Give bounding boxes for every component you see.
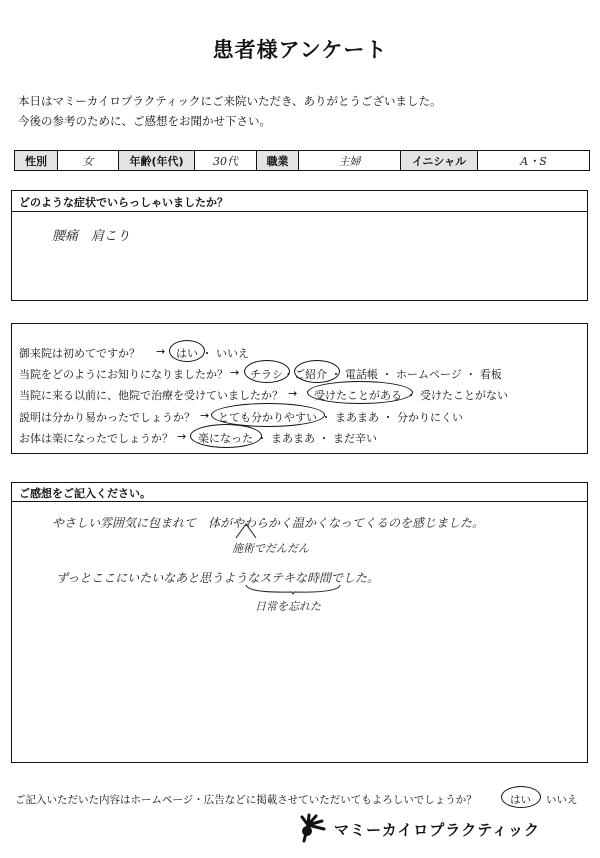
comment-line-1[interactable]: やさしい雰囲気に包まれて 体がやわらかく温かくなってくるのを感じました。 [52,516,485,530]
question-other-clinic: 当院に来る以前に、他院で治療を受けていましたか？ [19,389,283,402]
circle-mark [294,360,340,383]
job-value[interactable]: 主婦 [299,151,401,170]
comment-insert-1[interactable]: 施術でだんだん [232,542,309,555]
arrow-2: → [230,366,240,379]
insert-caret-mark [234,520,258,540]
circle-mark [244,360,290,383]
intro-line-2: 今後の参考のために、ご感想をお聞かせ下さい。 [18,114,271,128]
consent-yes[interactable]: はい [510,794,531,806]
question-first-visit: 御来院は初めてですか？ [19,347,140,360]
circle-mark [190,424,262,448]
comments-label: ご感想をご記入ください。 [19,487,151,500]
symptoms-answer[interactable]: 腰痛 肩こり [52,229,131,244]
options-explanation[interactable]: とても分かりやすい ・ まあまあ ・ 分かりにくい [218,411,463,424]
age-label: 年齢(年代) [119,151,195,170]
initial-value[interactable]: A・S [520,154,547,168]
comment-insert-2[interactable]: 日常を忘れた [255,600,321,613]
page-title: 患者様アンケート [212,38,388,62]
gender-value[interactable]: 女 [58,151,119,170]
initial-label: イニシャル [401,151,478,170]
job-label: 職業 [257,151,299,170]
consent-no[interactable]: いいえ [546,794,578,806]
circle-mark [501,786,541,808]
intro-line-1: 本日はマミーカイロプラクティックにご来院いただき、ありがとうございました。 [18,94,442,108]
circle-mark [169,340,205,362]
arrow-5: → [177,430,187,443]
options-relief[interactable]: 楽になった ・ まあまあ ・ まだ辛い [198,432,377,445]
age-value[interactable]: 30代 [195,151,257,170]
arrow-3: → [288,387,298,400]
consent-question: ご記入いただいた内容はホームページ・広告などに掲載させていただいてもよろしいでしょうか？ [15,794,477,806]
arrow-1: → [156,345,166,358]
info-row [14,150,590,171]
hand-logo-icon [296,813,328,843]
question-relief: お体は楽になったでしょうか？ [19,432,173,445]
options-first-visit[interactable]: はい ・ いいえ [176,347,249,360]
insert-bracket-mark [244,583,342,597]
circle-mark [307,381,413,404]
symptoms-question: どのような症状でいらっしゃいましたか？ [19,196,228,209]
comment-line-2[interactable]: ずっとここにいたいなあと思うようなステキな時間でした。 [56,571,380,585]
gender-label: 性別 [15,151,58,170]
question-how-found: 当院をどのようにお知りになりましたか？ [19,368,228,381]
arrow-4: → [200,409,210,422]
options-other-clinic[interactable]: 受けたことがある ・ 受けたことがない [314,389,508,402]
options-how-found[interactable]: チラシ・ご紹介 ・ 電話帳 ・ ホームページ ・ 看板 [250,368,502,381]
brand-name: マミーカイロプラクティック [334,821,541,839]
question-explanation: 説明は分かり易かったでしょうか？ [19,411,195,424]
